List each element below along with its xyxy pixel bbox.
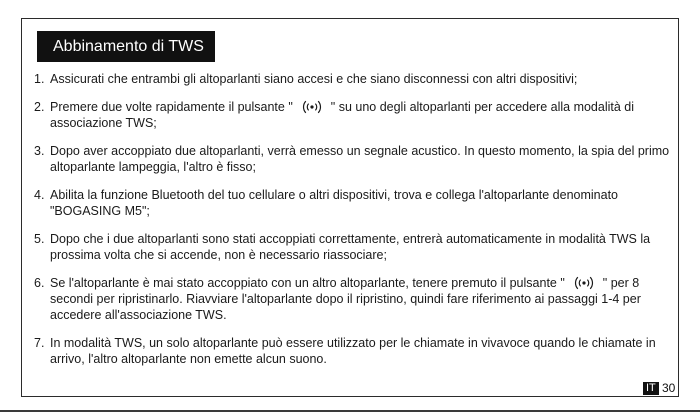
step-item <box>34 275 674 323</box>
step-text: Dopo aver accoppiato due altoparlanti, verrà emesso un segnale acustico. In questo momento, la spia del primo altoparlante lampeggia, l'altro è fisso; <box>50 144 670 174</box>
wireless-signal-icon <box>301 100 323 114</box>
step-number: 3. <box>34 144 45 158</box>
step-item <box>34 231 674 263</box>
step-number: 4. <box>34 188 45 202</box>
pairing-steps-list <box>34 71 674 367</box>
footer-divider <box>0 410 700 412</box>
step-number: 6. <box>34 276 45 290</box>
step-text-before-icon: Se l'altoparlante è mai stato accoppiato con un altro altoparlante, tenere premuto il pulsante " <box>50 276 565 290</box>
step-item <box>34 71 674 87</box>
step-number: 7. <box>34 336 45 350</box>
page-number: 30 <box>662 381 676 395</box>
step-text-after-icon: " su uno degli altoparlanti per accedere alla modalità di associazione TWS; <box>50 100 635 130</box>
wireless-signal-icon <box>573 276 595 290</box>
step-item <box>34 187 674 219</box>
step-text-after-icon: " per 8 secondi per ripristinarlo. Riavviare l'altoparlante dopo il ripristino, quindi fare riferimento ai passaggi 1-4 per accedere all'associazione TWS. <box>50 276 641 322</box>
step-item <box>34 143 674 175</box>
step-text: In modalità TWS, un solo altoparlante può essere utilizzato per le chiamate in vivavoce quando le chiamate in arrivo, l'altro altoparlante non emette alcun suono. <box>50 336 656 366</box>
step-item <box>34 335 674 367</box>
step-text: Abilita la funzione Bluetooth del tuo cellulare o altri dispositivi, trova e collega l'altoparlante denominato "BOGASING M5"; <box>50 188 619 218</box>
step-number: 2. <box>34 100 45 114</box>
step-item <box>34 99 674 131</box>
step-text-before-icon: Premere due volte rapidamente il pulsante " <box>50 100 293 114</box>
step-number: 5. <box>34 232 45 246</box>
step-text: Assicurati che entrambi gli altoparlanti siano accesi e che siano disconnessi con altri dispositivi; <box>50 72 578 86</box>
section-heading: Abbinamento di TWS <box>37 31 215 62</box>
step-text: Dopo che i due altoparlanti sono stati accoppiati correttamente, entrerà automaticamente in modalità TWS la prossima volta che si accende, non è necessario riassociare; <box>50 232 651 262</box>
language-badge: IT <box>643 382 659 395</box>
step-number: 1. <box>34 72 45 86</box>
